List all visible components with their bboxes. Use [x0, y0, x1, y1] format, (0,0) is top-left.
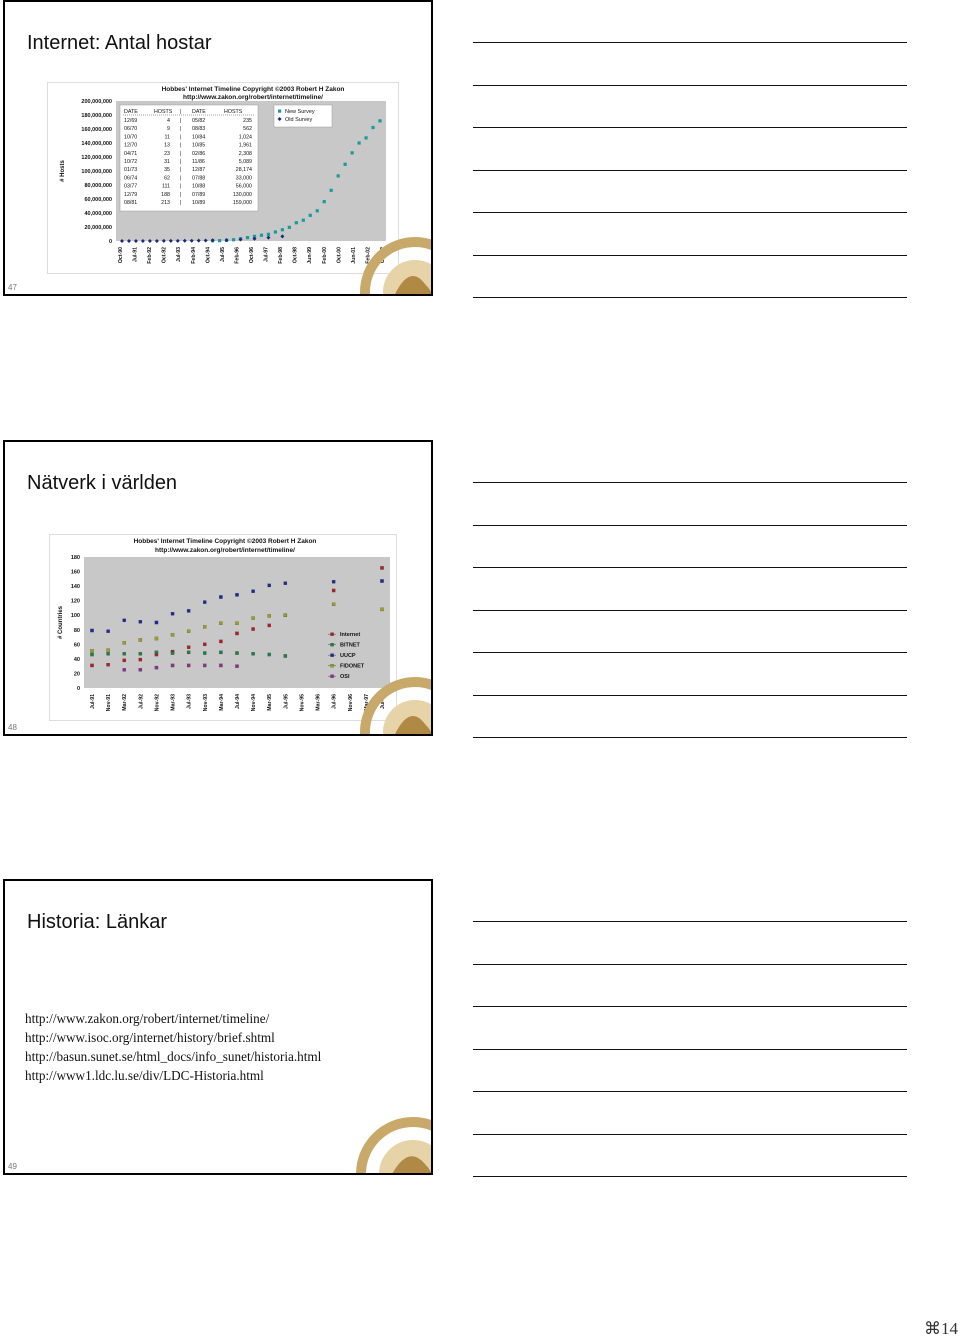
table-cell: 31: [164, 159, 170, 165]
data-point: [171, 651, 174, 654]
table-header: DATE: [124, 109, 138, 115]
y-axis-label: # Hosts: [60, 160, 66, 182]
data-point: [187, 646, 190, 649]
new-survey-point: [246, 236, 249, 239]
table-cell: 07/89: [192, 191, 206, 198]
x-tick-label: Mar-97: [363, 694, 370, 711]
link-item[interactable]: http://www.isoc.org/internet/history/brief.shtml: [25, 1030, 275, 1045]
y-tick-label: 60: [73, 642, 80, 649]
chart-subtitle: http://www.zakon.org/robert/internet/timeline/: [183, 94, 323, 101]
data-point: [187, 664, 190, 667]
new-survey-point: [351, 151, 354, 154]
data-point: [203, 664, 206, 667]
legend-marker: [331, 675, 334, 678]
table-cell: 12/79: [124, 191, 138, 198]
x-tick-label: Jul-91: [132, 247, 139, 262]
hosts-chart: [47, 82, 399, 274]
new-survey-point: [337, 174, 340, 177]
table-cell: 04/71: [124, 150, 138, 157]
data-point: [252, 617, 255, 620]
note-line: [473, 212, 907, 213]
data-point: [90, 653, 93, 656]
legend-marker: [331, 643, 334, 646]
y-tick-label: 20,000,000: [84, 225, 112, 231]
new-survey-point: [218, 239, 221, 242]
table-cell: 2,308: [238, 150, 252, 157]
x-tick-label: Nov-93: [202, 694, 209, 712]
table-cell: 111: [161, 183, 170, 190]
table-cell: 188: [161, 191, 170, 198]
legend-label: New Survey: [285, 109, 315, 115]
table-cell: 28,174: [235, 167, 252, 174]
legend-label: Old Survey: [285, 117, 313, 123]
note-line: [473, 1006, 907, 1007]
table-sep: |: [180, 126, 182, 133]
y-tick-label: 40,000,000: [84, 211, 112, 217]
data-point: [123, 619, 126, 622]
new-survey-point: [323, 200, 326, 203]
table-cell: 01/73: [124, 167, 138, 174]
slide-number: 47: [8, 283, 17, 292]
table-cell: 12/70: [124, 142, 138, 149]
table-cell: 08/83: [192, 126, 206, 133]
table-cell: 1,024: [238, 134, 252, 141]
link-list: [25, 1009, 321, 1085]
hosts-chart-svg: [48, 83, 398, 273]
note-line: [473, 567, 907, 568]
note-line: [473, 921, 907, 922]
new-survey-point: [330, 189, 333, 192]
data-point: [235, 593, 238, 596]
y-tick-label: 180: [70, 555, 80, 561]
table-cell: 10/89: [192, 200, 206, 206]
table-cell: 23: [164, 150, 170, 157]
y-tick-label: 160: [70, 569, 80, 576]
data-point: [219, 651, 222, 654]
data-point: [90, 664, 93, 667]
x-tick-label: Jul-97: [380, 694, 386, 709]
x-tick-label: Jul-91: [90, 694, 96, 709]
data-point: [171, 633, 174, 636]
y-tick-label: 20: [73, 671, 80, 678]
table-sep: |: [180, 134, 182, 141]
new-survey-point: [371, 126, 374, 129]
university-seal-icon: [355, 664, 433, 736]
data-point: [155, 637, 158, 640]
table-cell: 56,000: [235, 183, 252, 190]
table-header: HOSTS: [224, 109, 243, 115]
note-line: [473, 127, 907, 128]
new-survey-point: [260, 234, 263, 237]
data-point: [219, 622, 222, 625]
data-point: [90, 629, 93, 632]
y-tick-label: 0: [108, 239, 112, 245]
table-cell: 33,000: [235, 175, 252, 182]
x-tick-label: Oct-96: [249, 247, 255, 264]
data-point: [203, 643, 206, 646]
x-tick-label: Feb-94: [190, 247, 197, 264]
note-line: [473, 297, 907, 298]
legend-label: OSI: [340, 674, 350, 680]
data-point: [268, 584, 271, 587]
x-tick-label: Jul-95: [219, 247, 226, 262]
table-header: HOSTS: [154, 109, 173, 115]
data-point: [268, 624, 271, 627]
chart-title: Hobbes' Internet Timeline Copyright ©2003 Robert H Zakon: [161, 86, 345, 93]
data-point: [268, 653, 271, 656]
data-point: [123, 668, 126, 671]
data-point: [90, 649, 93, 652]
x-tick-label: Mar-92: [122, 694, 129, 711]
data-point: [332, 589, 335, 592]
table-cell: 1,961: [238, 142, 252, 149]
data-point: [252, 652, 255, 655]
data-point: [123, 659, 126, 662]
y-tick-label: 40: [73, 656, 80, 663]
table-sep: |: [180, 167, 182, 174]
x-tick-label: Jun-99: [307, 247, 314, 264]
legend-label: BITNET: [340, 642, 360, 649]
table-cell: 62: [164, 175, 170, 182]
y-tick-label: 100,000,000: [81, 169, 112, 175]
data-point: [123, 641, 126, 644]
data-point: [332, 603, 335, 606]
data-point: [284, 654, 287, 657]
table-cell: 05/82: [192, 118, 206, 124]
x-tick-label: Mar-96: [315, 694, 322, 711]
legend-marker: [331, 664, 334, 667]
university-seal-icon: [353, 1106, 433, 1175]
x-tick-label: Oct-98: [292, 247, 299, 264]
slide-48: [3, 440, 433, 736]
university-seal-icon: [355, 224, 433, 296]
x-tick-label: Feb-92: [147, 247, 154, 264]
data-point: [203, 625, 206, 628]
data-point: [219, 664, 222, 667]
legend-label: FIDONET: [340, 663, 365, 670]
y-tick-label: 140,000,000: [81, 141, 112, 147]
table-cell: 07/88: [192, 175, 206, 182]
data-point: [107, 652, 110, 655]
note-line: [473, 610, 907, 611]
slide-title: Nätverk i världen: [27, 472, 178, 494]
note-line: [473, 1049, 907, 1050]
x-tick-label: Jul-92: [138, 694, 145, 709]
data-point: [380, 566, 383, 569]
table-cell: 562: [243, 126, 252, 133]
x-tick-label: Oct-00: [336, 247, 343, 264]
data-point: [139, 668, 142, 671]
data-point: [187, 630, 190, 633]
data-point: [187, 609, 190, 612]
table-cell: 10/85: [192, 142, 206, 149]
table-cell: 5,089: [238, 159, 252, 165]
table-sep: |: [180, 175, 182, 182]
x-tick-label: Mar-93: [170, 694, 177, 711]
data-point: [332, 580, 335, 583]
x-tick-label: Feb-98: [278, 247, 285, 264]
x-tick-label: Nov-94: [251, 694, 258, 712]
countries-chart: [49, 534, 397, 721]
data-point: [107, 630, 110, 633]
table-sep: |: [180, 109, 182, 115]
y-tick-label: 120,000,000: [81, 155, 112, 161]
data-point: [139, 638, 142, 641]
data-point: [219, 640, 222, 643]
x-tick-label: Jul-93: [186, 694, 193, 709]
data-point: [235, 665, 238, 668]
x-tick-label: Nov-92: [154, 694, 161, 712]
note-line: [473, 482, 907, 483]
legend-marker: [331, 633, 334, 636]
y-tick-label: 200,000,000: [81, 99, 112, 105]
y-tick-label: 180,000,000: [81, 113, 112, 119]
x-tick-label: Jul-94: [235, 694, 241, 709]
new-survey-point: [378, 119, 381, 122]
x-tick-label: Jul-96: [331, 694, 338, 709]
data-point: [187, 651, 190, 654]
table-cell: 08/81: [124, 200, 138, 206]
x-tick-label: Jul-95: [283, 694, 290, 709]
table-cell: 10/88: [192, 183, 206, 190]
table-cell: 10/84: [192, 134, 206, 141]
x-tick-label: Jun-01: [350, 247, 357, 264]
data-point: [155, 621, 158, 624]
data-point: [284, 582, 287, 585]
slide-number: 49: [8, 1162, 17, 1171]
chart-title: Hobbes' Internet Timeline Copyright ©2003 Robert H Zakon: [133, 538, 317, 545]
data-point: [252, 627, 255, 630]
data-point: [203, 651, 206, 654]
table-cell: 06/74: [124, 175, 138, 182]
x-tick-label: Mar-94: [218, 694, 225, 711]
table-sep: |: [180, 118, 182, 124]
data-point: [235, 632, 238, 635]
data-point: [252, 590, 255, 593]
data-point: [139, 652, 142, 655]
data-point: [268, 614, 271, 617]
data-point: [139, 620, 142, 623]
table-sep: |: [180, 191, 182, 198]
new-survey-point: [281, 228, 284, 231]
new-survey-point: [232, 238, 235, 241]
note-line: [473, 525, 907, 526]
note-line: [473, 1176, 907, 1177]
data-point: [203, 601, 206, 604]
table-sep: |: [180, 159, 182, 165]
x-tick-label: Feb-96: [234, 247, 241, 264]
x-tick-label: Nov-95: [299, 694, 306, 712]
slide-title: Internet: Antal hostar: [27, 32, 212, 54]
data-point: [235, 622, 238, 625]
slide-49: [3, 879, 433, 1175]
legend-marker: [331, 654, 334, 657]
y-axis-label: # Countries: [58, 605, 64, 640]
y-tick-label: 120: [70, 598, 80, 605]
y-tick-label: 60,000,000: [84, 197, 112, 203]
legend-label: Internet: [340, 632, 361, 638]
x-tick-label: Jul-97: [263, 247, 270, 262]
slide-47: [3, 0, 433, 296]
y-tick-label: 140: [70, 584, 80, 591]
note-line: [473, 737, 907, 738]
table-cell: 159,000: [232, 200, 252, 206]
x-tick-label: Oct-02: [380, 247, 386, 264]
table-cell: 9: [167, 126, 170, 133]
new-survey-point: [267, 233, 270, 236]
note-line: [473, 1091, 907, 1092]
data-point: [107, 663, 110, 666]
data-point: [139, 658, 142, 661]
table-cell: 213: [161, 200, 170, 206]
table-cell: 06/70: [124, 126, 138, 133]
y-tick-label: 0: [76, 686, 80, 692]
table-sep: |: [180, 200, 182, 206]
x-tick-label: Oct-90: [118, 247, 124, 264]
data-point: [171, 664, 174, 667]
note-line: [473, 964, 907, 965]
legend-label: UUCP: [340, 653, 356, 659]
link-item[interactable]: http://basun.sunet.se/html_docs/info_sunet/historia.html: [25, 1049, 322, 1064]
data-point: [219, 595, 222, 598]
data-point: [284, 614, 287, 617]
table-sep: |: [180, 142, 182, 149]
slide-title: Historia: Länkar: [27, 911, 168, 933]
note-line: [473, 652, 907, 653]
x-tick-label: Oct-92: [161, 247, 168, 264]
table-cell: 10/70: [124, 134, 138, 141]
x-tick-label: Nov-96: [347, 694, 354, 712]
table-cell: 12/69: [124, 118, 138, 124]
y-tick-label: 100: [70, 613, 80, 620]
x-tick-label: Mar-95: [267, 694, 274, 711]
new-survey-point: [364, 136, 367, 139]
page-number: ⌘14: [924, 1319, 958, 1338]
link-item[interactable]: http://www.zakon.org/robert/internet/timeline/: [25, 1011, 270, 1026]
data-point: [380, 579, 383, 582]
table-cell: 4: [167, 118, 170, 124]
table-cell: 10/72: [124, 159, 138, 165]
data-point: [235, 651, 238, 654]
x-tick-label: Oct-94: [205, 247, 212, 264]
table-cell: 11: [164, 134, 170, 141]
table-cell: 03/77: [124, 183, 138, 190]
table-cell: 11/86: [192, 159, 205, 165]
new-survey-point: [344, 163, 347, 166]
table-cell: 02/86: [192, 150, 206, 157]
new-survey-point: [295, 221, 298, 224]
x-tick-label: Feb-02: [365, 247, 372, 264]
note-line: [473, 1134, 907, 1135]
table-cell: 235: [243, 118, 252, 124]
new-survey-point: [288, 226, 291, 229]
data-point: [107, 649, 110, 652]
new-survey-point: [274, 230, 277, 233]
legend-marker: [278, 110, 281, 113]
note-line: [473, 85, 907, 86]
note-line: [473, 170, 907, 171]
x-tick-label: Feb-00: [321, 247, 328, 264]
table-cell: 35: [164, 167, 170, 174]
new-survey-point: [357, 141, 360, 144]
note-line: [473, 255, 907, 256]
data-point: [155, 666, 158, 669]
table-cell: 12/87: [192, 167, 206, 174]
table-cell: 13: [164, 142, 170, 149]
table-header: DATE: [192, 109, 206, 115]
data-point: [171, 612, 174, 615]
y-tick-label: 80,000,000: [84, 183, 112, 189]
countries-chart-svg: [50, 535, 396, 720]
data-point: [155, 651, 158, 654]
data-point: [123, 652, 126, 655]
link-item[interactable]: http://www1.ldc.lu.se/div/LDC-Historia.html: [25, 1068, 264, 1083]
x-tick-label: Nov-91: [106, 694, 113, 712]
table-cell: 130,000: [232, 191, 252, 198]
note-line: [473, 42, 907, 43]
data-point: [380, 608, 383, 611]
new-survey-point: [316, 209, 319, 212]
new-survey-point: [302, 219, 305, 222]
table-sep: |: [180, 150, 182, 157]
table-sep: |: [180, 183, 182, 190]
x-tick-label: Jul-93: [176, 247, 183, 262]
chart-subtitle: http://www.zakon.org/robert/internet/timeline/: [155, 547, 295, 554]
y-tick-label: 80: [73, 627, 80, 634]
y-tick-label: 160,000,000: [81, 127, 112, 133]
note-line: [473, 695, 907, 696]
new-survey-point: [309, 214, 312, 217]
slide-number: 48: [8, 723, 17, 732]
